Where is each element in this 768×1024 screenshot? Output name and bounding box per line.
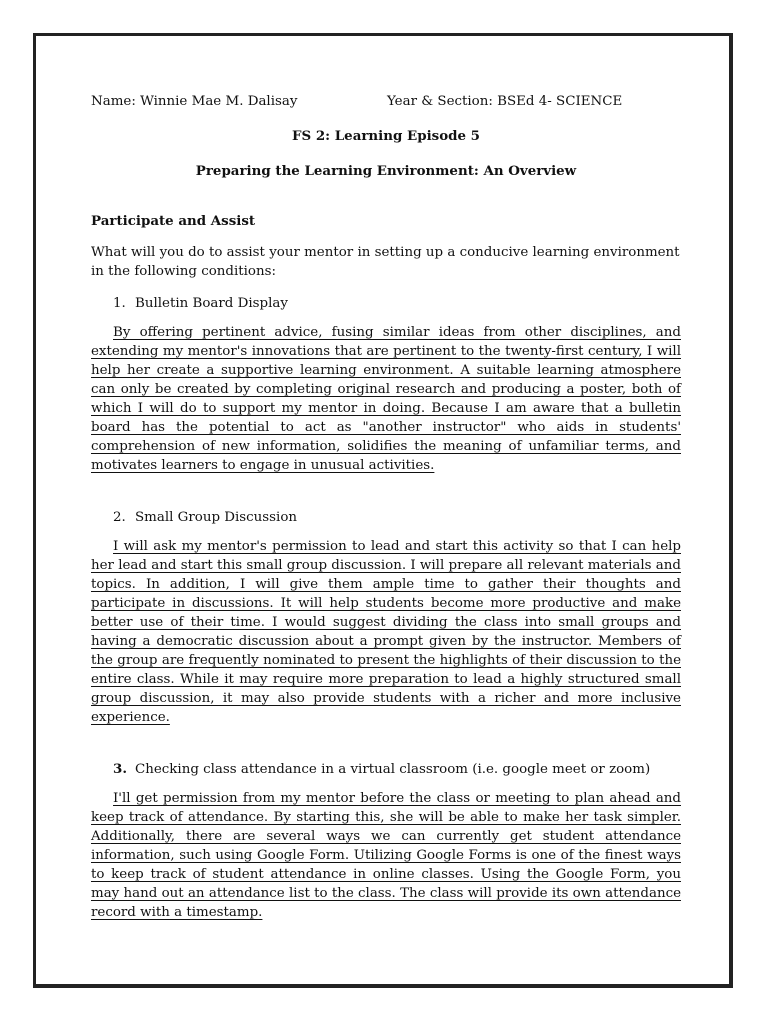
item-title: Checking class attendance in a virtual classroom (i.e. google meet or zoom) bbox=[135, 762, 651, 777]
answer-attendance: I'll get permission from my mentor before the class or meeting to plan ahead and keep track of attendance. By starting this, she will be able to make her task simpler. Additionally, there are several ways we can currently get student attendance information, such using Google Form. Utilizing Google Forms is one of the finest ways to keep track of student attendance in online classes. Using the Google Form, you may hand out an attendance list to the class. The class will provide its own attendance record with a timestamp. bbox=[91, 791, 681, 920]
item-label-attendance bbox=[91, 760, 681, 779]
student-info-line bbox=[91, 92, 681, 111]
answer-small-group: I will ask my mentor's permission to lead and start this activity so that I can help her lead and start this small group discussion. I will prepare all relevant materials and topics. In addition, I will give them ample time to gather their thoughts and participate in discussions. It will help students become more productive and make better use of their time. I would suggest dividing the class into small groups and having a democratic discussion about a prompt given by the instructor. Members of the group are frequently nominated to present the highlights of their discussion to the entire class. While it may require more preparation to lead a highly structured small group discussion, it may also provide students with a richer and more inclusive experience. bbox=[91, 539, 681, 725]
item-number: 3. bbox=[113, 761, 127, 777]
question-prompt: What will you do to assist your mentor in setting up a conducive learning environment in the following conditions: bbox=[91, 245, 680, 279]
document-title: FS 2: Learning Episode 5 bbox=[292, 128, 480, 144]
item-number: 1. bbox=[113, 296, 126, 311]
item-label-small-group bbox=[91, 508, 681, 527]
item-title: Bulletin Board Display bbox=[135, 296, 288, 311]
student-name: Name: Winnie Mae M. Dalisay bbox=[91, 94, 298, 109]
year-section: Year & Section: BSEd 4- SCIENCE bbox=[387, 94, 623, 109]
item-number: 2. bbox=[113, 510, 126, 525]
section-heading: Participate and Assist bbox=[91, 213, 256, 229]
document-body bbox=[91, 92, 681, 922]
item-label-bulletin-board bbox=[91, 294, 681, 313]
document-subtitle: Preparing the Learning Environment: An Overview bbox=[195, 163, 577, 179]
answer-bulletin-board: By offering pertinent advice, fusing similar ideas from other disciplines, and extending my mentor's innovations that are pertinent to the twenty-first century, I will help her create a supportive learning environment. A suitable learning atmosphere can only be created by completing original research and producing a poster, both of which I will do to support my mentor in doing. Because I am aware that a bulletin board has the potential to act as "another instructor" who aids in students' comprehension of new information, solidifies the meaning of unfamiliar terms, and motivates learners to engage in unusual activities. bbox=[91, 325, 681, 473]
item-title: Small Group Discussion bbox=[135, 510, 298, 525]
